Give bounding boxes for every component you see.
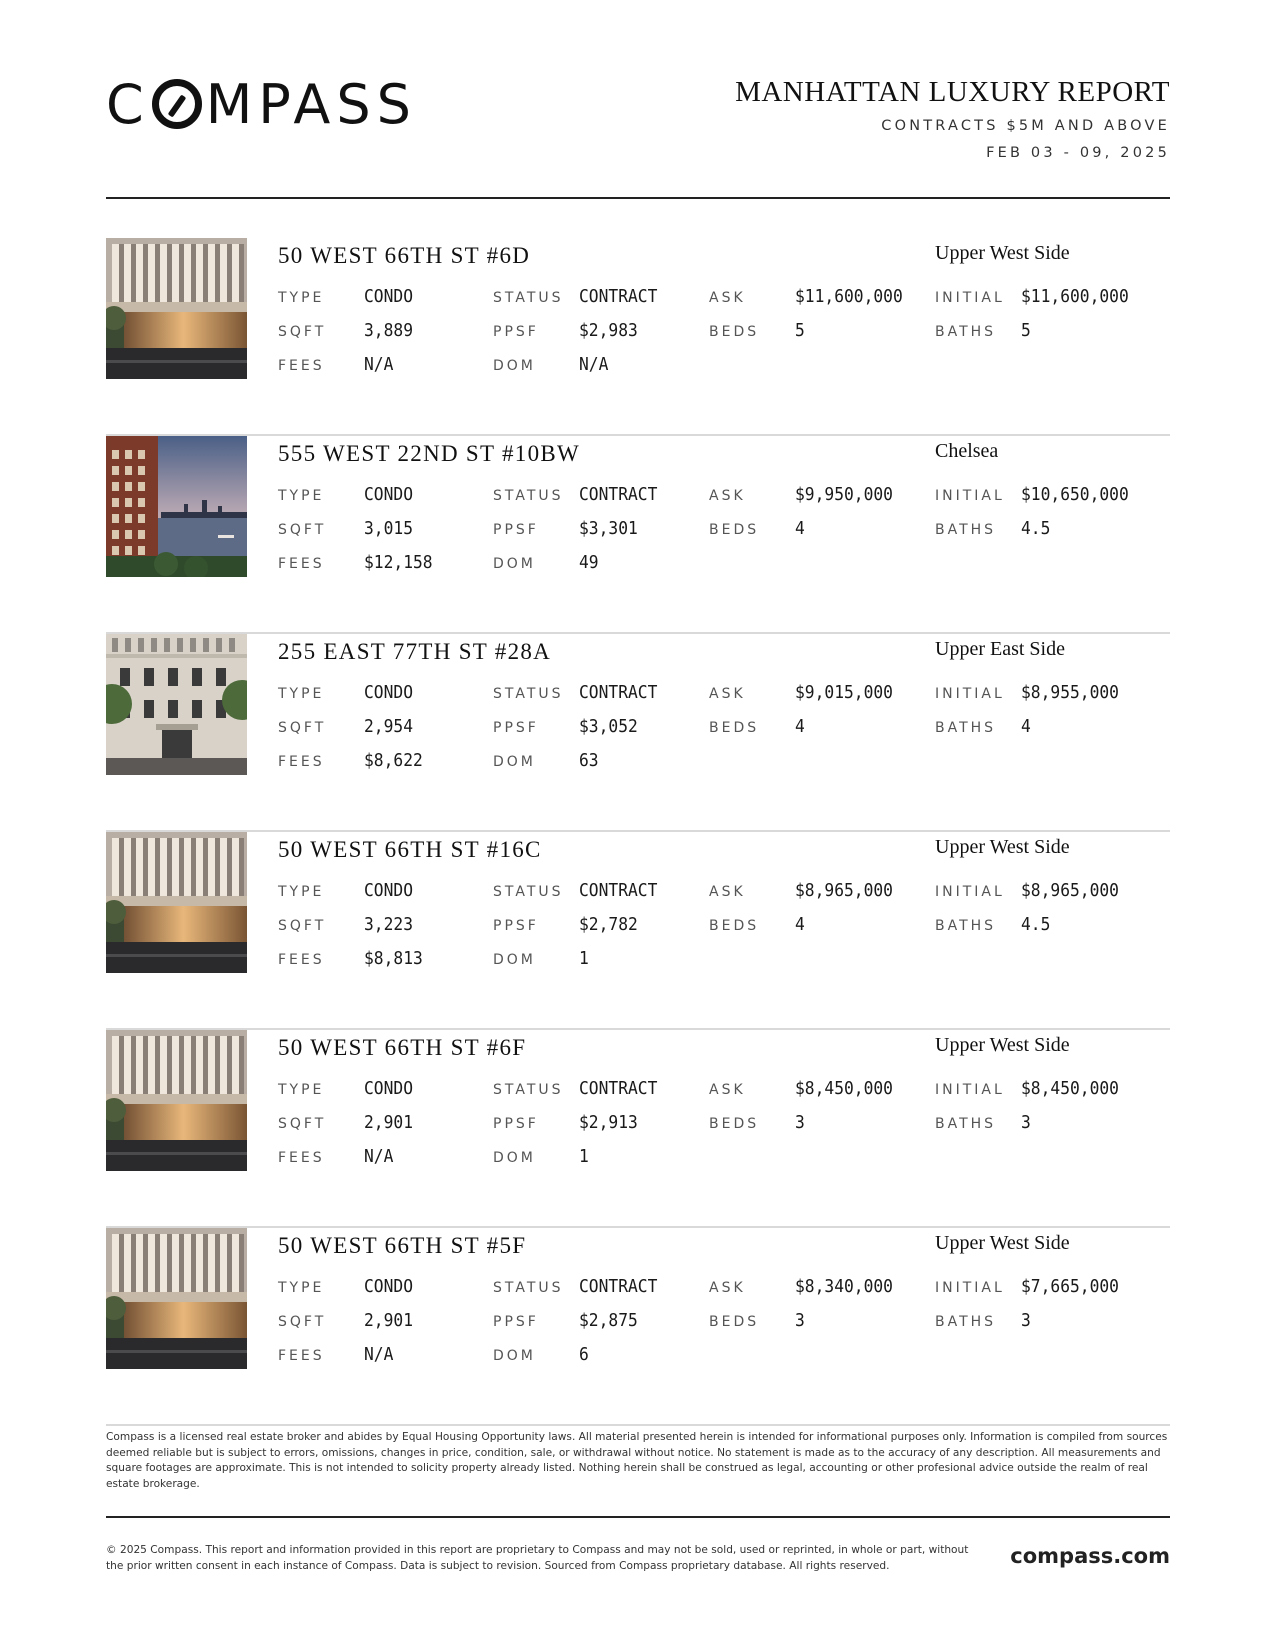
beds-value: 4 [795,519,805,539]
sqft-value: 3,223 [364,915,413,935]
report-title: MANHATTAN LUXURY REPORT [735,76,1170,108]
initial-value: $7,665,000 [1021,1277,1119,1297]
listing-row [106,832,1170,1030]
beds-value: 5 [795,321,805,341]
baths-value: 3 [1021,1311,1031,1331]
listing-neighborhood: Upper West Side [935,242,1070,264]
baths-value: 4 [1021,717,1031,737]
baths-label: BATHS [935,324,997,340]
sqft-value: 3,889 [364,321,413,341]
ask-value: $9,015,000 [795,683,893,703]
listing-row [106,1228,1170,1426]
type-value: CONDO [364,881,413,901]
fees-label: FEES [278,1150,325,1166]
listings-list [106,238,1170,1426]
listing-neighborhood: Upper West Side [935,1232,1070,1254]
status-label: STATUS [493,1082,564,1098]
status-value: CONTRACT [579,683,658,703]
listing-neighborhood: Upper West Side [935,836,1070,858]
report-header [106,70,1170,200]
sqft-label: SQFT [278,720,327,736]
beds-label: BEDS [709,918,760,934]
listing-row [106,1030,1170,1228]
ppsf-value: $3,301 [579,519,638,539]
listing-address: 50 WEST 66TH ST #5F [278,1233,527,1258]
listing-address: 255 EAST 77TH ST #28A [278,639,552,664]
ppsf-label: PPSF [493,720,539,736]
beds-label: BEDS [709,1314,760,1330]
initial-label: INITIAL [935,1082,1005,1098]
website-link[interactable]: compass.com [1010,1544,1170,1568]
initial-label: INITIAL [935,686,1005,702]
sqft-value: 2,954 [364,717,413,737]
beds-label: BEDS [709,1116,760,1132]
sqft-label: SQFT [278,1314,327,1330]
sqft-value: 2,901 [364,1113,413,1133]
sqft-label: SQFT [278,522,327,538]
baths-label: BATHS [935,918,997,934]
fees-value: N/A [364,1345,394,1365]
report-page [106,0,1170,1650]
ppsf-value: $3,052 [579,717,638,737]
ask-label: ASK [709,884,746,900]
beds-label: BEDS [709,720,760,736]
status-label: STATUS [493,1280,564,1296]
fees-label: FEES [278,952,325,968]
ppsf-value: $2,875 [579,1311,638,1331]
header-divider [106,197,1170,199]
listing-neighborhood: Upper West Side [935,1034,1070,1056]
dom-label: DOM [493,1150,536,1166]
fees-label: FEES [278,754,325,770]
initial-value: $8,450,000 [1021,1079,1119,1099]
status-value: CONTRACT [579,1079,658,1099]
ppsf-label: PPSF [493,1116,539,1132]
dom-value: 1 [579,949,589,969]
ask-value: $11,600,000 [795,287,903,307]
sqft-value: 3,015 [364,519,413,539]
building-facade-photo [106,832,247,973]
beds-value: 4 [795,717,805,737]
initial-value: $8,965,000 [1021,881,1119,901]
sqft-label: SQFT [278,1116,327,1132]
ask-label: ASK [709,488,746,504]
listing-divider [106,1424,1170,1426]
dom-label: DOM [493,556,536,572]
ask-value: $8,340,000 [795,1277,893,1297]
ask-label: ASK [709,1280,746,1296]
status-value: CONTRACT [579,485,658,505]
listing-address: 50 WEST 66TH ST #16C [278,837,542,862]
initial-label: INITIAL [935,488,1005,504]
dom-value: 49 [579,553,599,573]
status-value: CONTRACT [579,287,658,307]
ppsf-label: PPSF [493,1314,539,1330]
fees-label: FEES [278,1348,325,1364]
limestone-facade-photo [106,634,247,775]
building-facade-photo [106,238,247,379]
fees-value: $12,158 [364,553,433,573]
compass-o-icon [152,79,202,129]
beds-label: BEDS [709,324,760,340]
baths-value: 3 [1021,1113,1031,1133]
dom-value: 1 [579,1147,589,1167]
baths-label: BATHS [935,1116,997,1132]
sqft-label: SQFT [278,324,327,340]
dom-value: 63 [579,751,599,771]
ask-label: ASK [709,1082,746,1098]
type-label: TYPE [278,488,325,504]
sqft-label: SQFT [278,918,327,934]
type-label: TYPE [278,1280,325,1296]
report-date: FEB 03 - 09, 2025 [986,145,1170,161]
dom-label: DOM [493,754,536,770]
beds-label: BEDS [709,522,760,538]
ask-value: $9,950,000 [795,485,893,505]
listing-address: 50 WEST 66TH ST #6F [278,1035,527,1060]
status-label: STATUS [493,290,564,306]
baths-label: BATHS [935,720,997,736]
fees-value: N/A [364,355,394,375]
beds-value: 3 [795,1311,805,1331]
building-facade-photo [106,1030,247,1171]
listing-row [106,634,1170,832]
type-label: TYPE [278,290,325,306]
ppsf-label: PPSF [493,324,539,340]
fees-label: FEES [278,556,325,572]
initial-value: $11,600,000 [1021,287,1129,307]
copyright-text: © 2025 Compass. This report and information provided in this report are proprietary to Compass and may not be sold, used or reprinted, in whole or part, without the prior written consent in each instance of Compass. Data is subject to revision. Sourced from Compass proprietary database. All rights reserved. [106,1544,969,1572]
ppsf-value: $2,983 [579,321,638,341]
listing-neighborhood: Chelsea [935,440,999,462]
type-value: CONDO [364,1277,413,1297]
beds-value: 4 [795,915,805,935]
baths-value: 4.5 [1021,915,1051,935]
listing-address: 50 WEST 66TH ST #6D [278,243,531,268]
fees-value: $8,813 [364,949,423,969]
listing-row [106,436,1170,634]
fees-value: $8,622 [364,751,423,771]
dom-value: N/A [579,355,609,375]
type-value: CONDO [364,485,413,505]
listing-row [106,238,1170,436]
dom-label: DOM [493,1348,536,1364]
river-view-photo [106,436,247,577]
baths-value: 5 [1021,321,1031,341]
initial-value: $10,650,000 [1021,485,1129,505]
compass-logo: C MPASS [106,72,417,136]
baths-label: BATHS [935,522,997,538]
status-label: STATUS [493,488,564,504]
dom-label: DOM [493,952,536,968]
initial-value: $8,955,000 [1021,683,1119,703]
type-value: CONDO [364,287,413,307]
ppsf-value: $2,913 [579,1113,638,1133]
beds-value: 3 [795,1113,805,1133]
ask-value: $8,450,000 [795,1079,893,1099]
ppsf-label: PPSF [493,522,539,538]
disclaimer-text: Compass is a licensed real estate broker and abides by Equal Housing Opportunity laws. All material presented herein is intended for informational purposes only. Information is compiled from sources deemed reliable but is subject to errors, omissions, changes in price, condition, sale, or withdrawal without notice. No statement is made as to the accuracy of any description. All measurements and square footages are approximate. This is not intended to solicity property already listed. Nothing herein shall be construed as legal, accounting or other profesional advice outside the realm of real estate brokerage. [106,1431,1168,1490]
status-value: CONTRACT [579,1277,658,1297]
ask-label: ASK [709,290,746,306]
dom-label: DOM [493,358,536,374]
initial-label: INITIAL [935,290,1005,306]
listing-neighborhood: Upper East Side [935,638,1065,660]
type-label: TYPE [278,686,325,702]
status-value: CONTRACT [579,881,658,901]
baths-value: 4.5 [1021,519,1051,539]
baths-label: BATHS [935,1314,997,1330]
building-facade-photo [106,1228,247,1369]
initial-label: INITIAL [935,1280,1005,1296]
type-label: TYPE [278,1082,325,1098]
type-value: CONDO [364,1079,413,1099]
fees-label: FEES [278,358,325,374]
sqft-value: 2,901 [364,1311,413,1331]
ppsf-label: PPSF [493,918,539,934]
ask-value: $8,965,000 [795,881,893,901]
ppsf-value: $2,782 [579,915,638,935]
ask-label: ASK [709,686,746,702]
report-subtitle: CONTRACTS $5M AND ABOVE [881,118,1170,134]
type-label: TYPE [278,884,325,900]
initial-label: INITIAL [935,884,1005,900]
dom-value: 6 [579,1345,589,1365]
status-label: STATUS [493,686,564,702]
footer-divider [106,1516,1170,1518]
type-value: CONDO [364,683,413,703]
status-label: STATUS [493,884,564,900]
fees-value: N/A [364,1147,394,1167]
listing-address: 555 WEST 22ND ST #10BW [278,441,581,466]
